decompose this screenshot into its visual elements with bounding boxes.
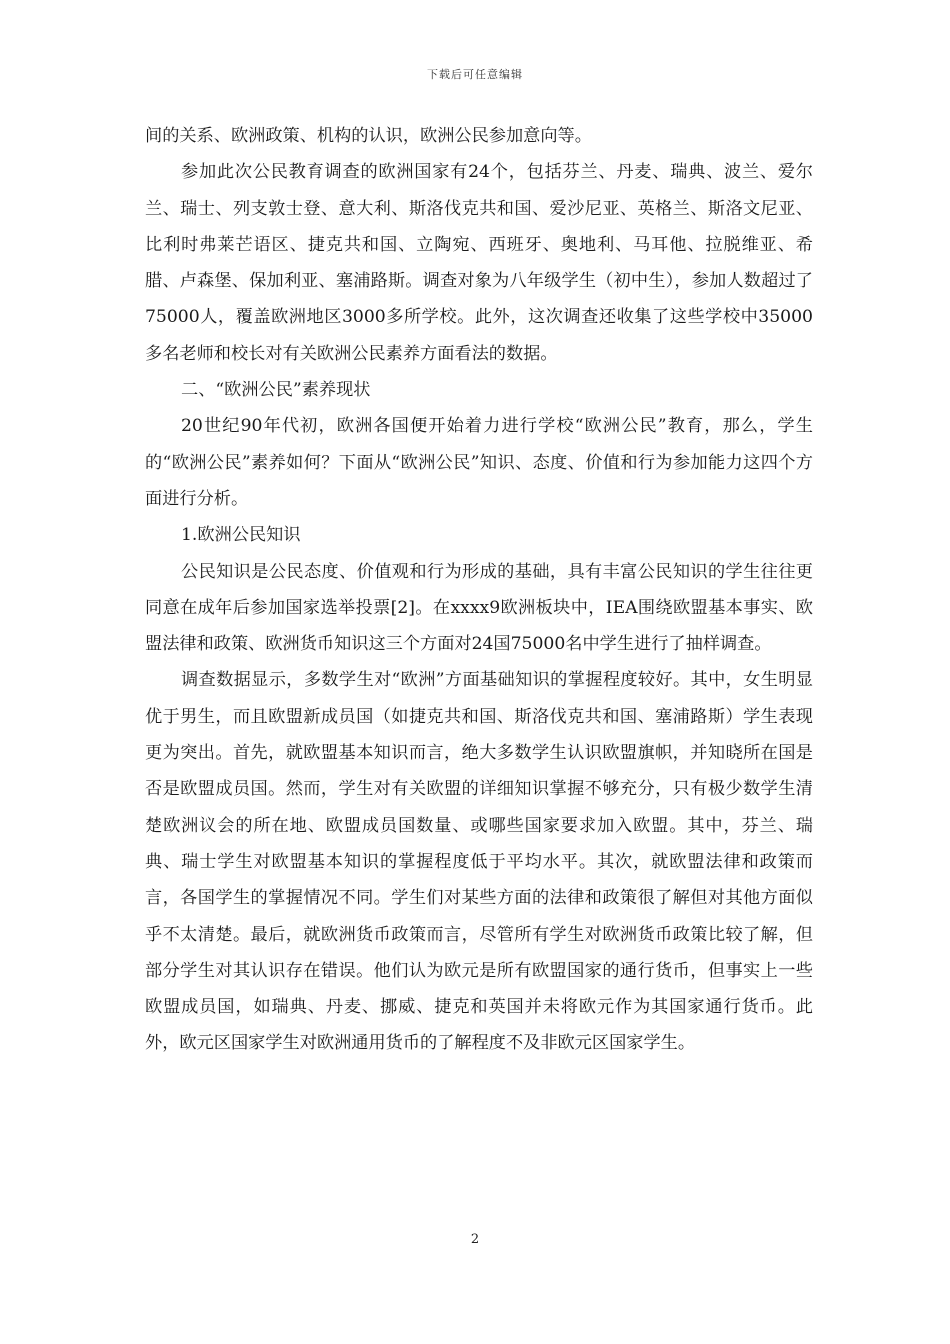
paragraph-3: 20世纪90年代初，欧洲各国便开始着力进行学校“欧洲公民”教育，那么，学生的“欧洲公民”素养如何？下面从“欧洲公民”知识、态度、价值和行为参加能力这四个方面进行分析。 — [145, 416, 813, 509]
document-body — [145, 118, 813, 1062]
section-heading: 二、“欧洲公民”素养现状 — [181, 380, 371, 401]
page-number: 2 — [470, 1232, 480, 1247]
paragraph-5: 调查数据显示，多数学生对“欧洲”方面基础知识的掌握程度较好。其中，女生明显优于男生，而且欧盟新成员国（如捷克共和国、斯洛伐克共和国、塞浦路斯）学生表现更为突出。首先，就欧盟基本知识而言，绝大多数学生认识欧盟旗帜，并知晓所在国是否是欧盟成员国。然而，学生对有关欧盟的详细知识掌握不够充分，只有极少数学生清楚欧洲议会的所在地、欧盟成员国数量、或哪些国家要求加入欧盟。其中，芬兰、瑞典、瑞士学生对欧盟基本知识的掌握程度低于平均水平。其次，就欧盟法律和政策而言，各国学生的掌握情况不同。学生们对某些方面的法律和政策很了解但对其他方面似乎不太清楚。最后，就欧洲货币政策而言，尽管所有学生对欧洲货币政策比较了解，但部分学生对其认识存在错误。他们认为欧元是所有欧盟国家的通行货币，但事实上一些欧盟成员国，如瑞典、丹麦、挪威、捷克和英国并未将欧元作为其国家通行货币。此外，欧元区国家学生对欧洲通用货币的了解程度不及非欧元区国家学生。 — [145, 670, 813, 1054]
subsection-heading: 1.欧洲公民知识 — [181, 525, 301, 546]
paragraph-4: 公民知识是公民态度、价值观和行为形成的基础，具有丰富公民知识的学生往往更同意在成年后参加国家选举投票[2]。在xxxx9欧洲板块中，IEA围绕欧盟基本事实、欧盟法律和政策、欧洲货币知识这三个方面对24国75000名中学生进行了抽样调查。 — [145, 561, 813, 655]
paragraph-2: 参加此次公民教育调查的欧洲国家有24个，包括芬兰、丹麦、瑞典、波兰、爱尔兰、瑞士、列支敦士登、意大利、斯洛伐克共和国、爱沙尼亚、英格兰、斯洛文尼亚、比利时弗莱芒语区、捷克共和国、立陶宛、西班牙、奥地利、马耳他、拉脱维亚、希腊、卢森堡、保加利亚、塞浦路斯。调查对象为八年级学生（初中生），参加人数超过了75000人，覆盖欧洲地区3000多所学校。此外，这次调查还收集了这些学校中35000多名老师和校长对有关欧洲公民素养方面看法的数据。 — [145, 162, 813, 364]
paragraph-1: 间的关系、欧洲政策、机构的认识，欧洲公民参加意向等。 — [145, 126, 592, 146]
page-header: 下载后可任意编辑 — [427, 68, 523, 81]
